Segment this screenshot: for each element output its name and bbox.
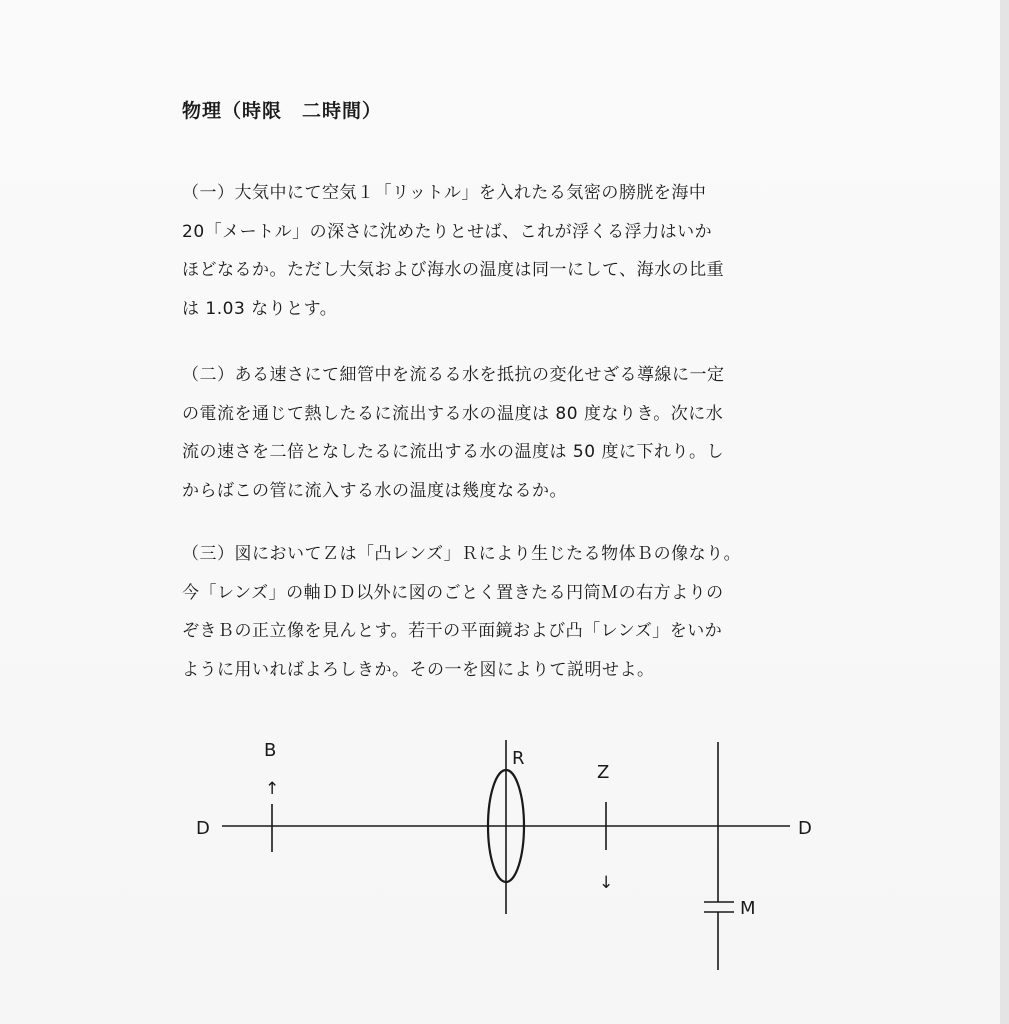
question-2-line: 流の速さを二倍となしたるに流出する水の温度は 50 度に下れり。し	[182, 442, 724, 462]
question-3-line: ぞきＢの正立像を見んとす。若干の平面鏡および凸「レンズ」をいか	[182, 621, 723, 641]
label-r: R	[512, 748, 525, 769]
question-2-line: からばこの管に流入する水の温度は幾度なるか。	[182, 480, 567, 501]
arrow-down-icon: ↓	[599, 873, 614, 893]
question-1	[182, 178, 842, 332]
page-edge	[1000, 0, 1009, 1024]
label-m: M	[740, 898, 756, 919]
lens-diagram	[0, 730, 1000, 990]
question-3-line: （三）図においてＺは「凸レンズ」Ｒにより生じたる物体Ｂの像なり。	[182, 544, 742, 564]
label-d-left: D	[196, 818, 210, 839]
question-1-line: （一）大気中にて空気１「リットル」を入れたる気密の膀胱を海中	[182, 183, 707, 203]
question-2	[182, 360, 842, 514]
question-3-line: ように用いればよろしきか。その一を図によりて説明せよ。	[182, 659, 655, 680]
page-title: 物理（時限 二時間）	[182, 100, 383, 122]
question-1-line: ほどなるか。ただし大気および海水の温度は同一にして、海水の比重	[182, 260, 725, 280]
question-1-line: は 1.03 なりとす。	[182, 298, 338, 319]
label-d-right: D	[798, 818, 812, 839]
question-2-line: の電流を通じて熱したるに流出する水の温度は 80 度なりき。次に水	[182, 403, 724, 424]
label-z: Z	[597, 762, 610, 783]
question-2-line: （二）ある速さにて細管中を流るる水を抵抗の変化せざる導線に一定	[182, 365, 725, 385]
arrow-up-icon: ↑	[265, 779, 280, 799]
label-b: B	[264, 740, 277, 761]
question-3-line: 今「レンズ」の軸ＤＤ以外に図のごとく置きたる円筒Ｍの右方よりの	[182, 582, 724, 603]
question-3	[182, 539, 842, 693]
question-1-line: 20「メートル」の深さに沈めたりとせば、これが浮くる浮力はいか	[182, 221, 713, 242]
